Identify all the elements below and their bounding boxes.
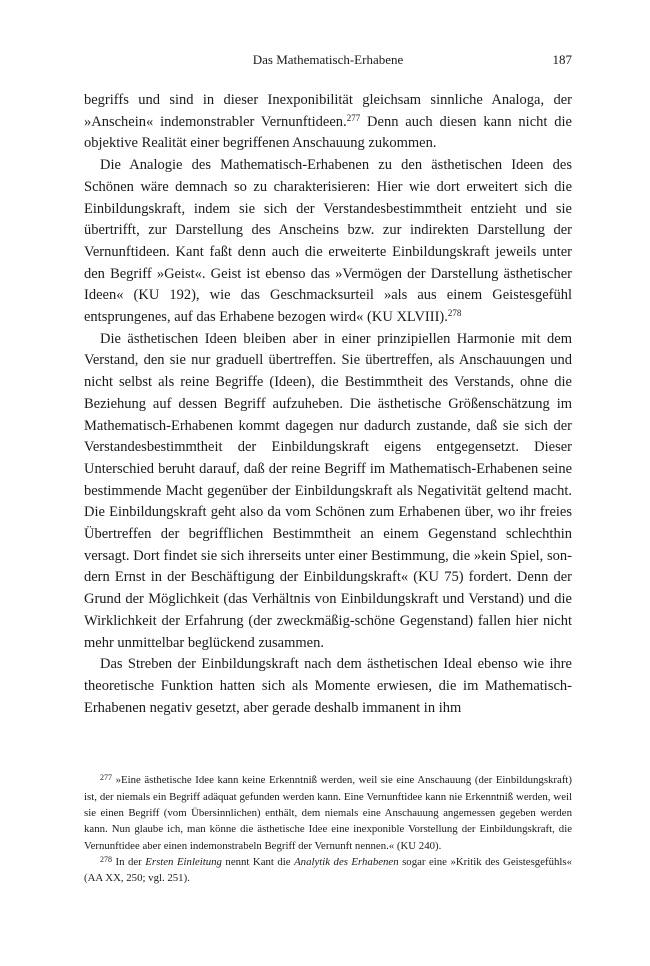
text-segment: begriffs und sind in dieser Inexponibilität gleichsam sinnliche Analoga, der »Anschein« indemonstrabler Vernunftideen. xyxy=(84,92,572,130)
footnote-reference: 278 xyxy=(447,308,462,319)
paragraph xyxy=(84,90,572,155)
paragraph xyxy=(84,329,572,655)
text-segment: »Eine ästhetische Idee kann keine Erkenntniß werden, weil sie eine Anschauung (der Einbildungskraft) ist, der niemals ein Begriff adäquat gefunden werden kann. Eine Vernunftidee kann nie Erkenntniß werden, weil sie einen Begriff (vom Übersinnlichen) enthält, dem niemals eine Anschauung angemessen gegeben werden kann. Nun glaube ich, man könne die ästhetische Idee eine inexponible Vorstellung der Einbildungskraft, die Vernunftidee aber einen indemonstrabeln Begriff der Vernunft nennen.« (KU 240). xyxy=(84,774,573,852)
page-number: 187 xyxy=(552,52,572,67)
paragraph xyxy=(84,654,572,719)
text-segment: Die ästhetischen Ideen bleiben aber in einer prinzipiellen Harmonie mit dem Verstand, den sie nur graduell übertreffen. Sie übertreffen, als Anschauungen und nicht selbst als reine Begriffe (Ideen), die Bestimmtheit des Verstands, ohne die Beziehung auf dessen Begriff aufzuheben. Die ästhetische Größenschätzung im Mathematisch-Erhabenen kommt dagegen nur dadurch zustande, daß sie sich der Verstandesbestimmtheit der Einbildungskraft eigens entgegensetzt. Dieser Unterschied beruht darauf, daß der reine Begriff im Mathematisch-Erhabenen seine bestimmende Macht gegenüber der Einbildungskraft als Negativität geltend macht. Die Einbildungskraft geht also da vom Schönen zum Erhabenen über, wo ihr freies Übertreffen der begrifflichen Bestimmtheit an einem Gegenstand schlechthin versagt. Dort findet sie sich ihrerseits unter einer Bestimmung, die »kein Spiel, sondern Ernst in der Beschäftigung der Einbildungskraft« (KU 75) fordert. Denn der Grund der Möglichkeit (das Verhältnis von Einbildungskraft und Verstand) und die Wirklichkeit der Erfahrung (der zweckmäßig-schöne Gegenstand) fallen hier nicht mehr unmittelbar beglückend zusammen. xyxy=(84,330,572,651)
running-title: Das Mathematisch-Erhabene xyxy=(252,52,404,67)
footnote-reference: 277 xyxy=(346,112,361,123)
footnote-number: 277 xyxy=(100,773,112,783)
footnote xyxy=(84,854,572,887)
paragraph xyxy=(84,155,572,329)
text-segment: sogar eine »Kritik des Geistesgefühls« (AA XX, 250; vgl. 251). xyxy=(84,855,572,885)
italic-title: Ersten Einleitung xyxy=(145,855,222,868)
running-head xyxy=(84,48,572,72)
text-segment: Denn auch diesen kann nicht die objektive Realität einer begriffenen Anschauung zukommen. xyxy=(84,113,572,152)
text-segment: Die Analogie des Mathematisch-Erhabenen zu den ästhetischen Ideen des Schönen wäre demnach so zu charakterisieren: Hier wie dort erweitert sich die Einbildungskraft, indem sie sich der Verstandesbestimmtheit entzieht und sie übertrifft, zur Darstellung des Anscheins bzw. zur indirekten Darstellung der Vernunftideen. Kant faßt denn auch die erweiterte Einbildungskraft jeweils unter den Begriff »Geist«. Geist ist ebenso das »Vermögen der Darstellung ästhetischer Ideen« (KU 192), wie das Geschmacksurteil »als aus einem Geistesgefühl entsprungenes, auf das Erhabene bezogen wird« (KU XLVIII). xyxy=(84,157,572,326)
text-segment: nennt Kant die xyxy=(221,855,295,868)
text-segment: Das Streben der Einbildungskraft nach dem ästhetischen Ideal ebenso wie ihre theoretische Funktion hatten sich als Momente erwiesen, die im Mathematisch-Erhabenen negativ gesetzt, aber gerade deshalb immanent in ihm xyxy=(84,656,572,716)
text-segment: In der xyxy=(115,855,146,868)
footnotes xyxy=(84,772,572,886)
italic-title: Analytik des Erhabenen xyxy=(294,855,399,868)
body-text xyxy=(84,90,572,719)
footnote-number: 278 xyxy=(100,854,112,864)
footnote xyxy=(84,772,572,853)
book-page xyxy=(84,48,572,886)
